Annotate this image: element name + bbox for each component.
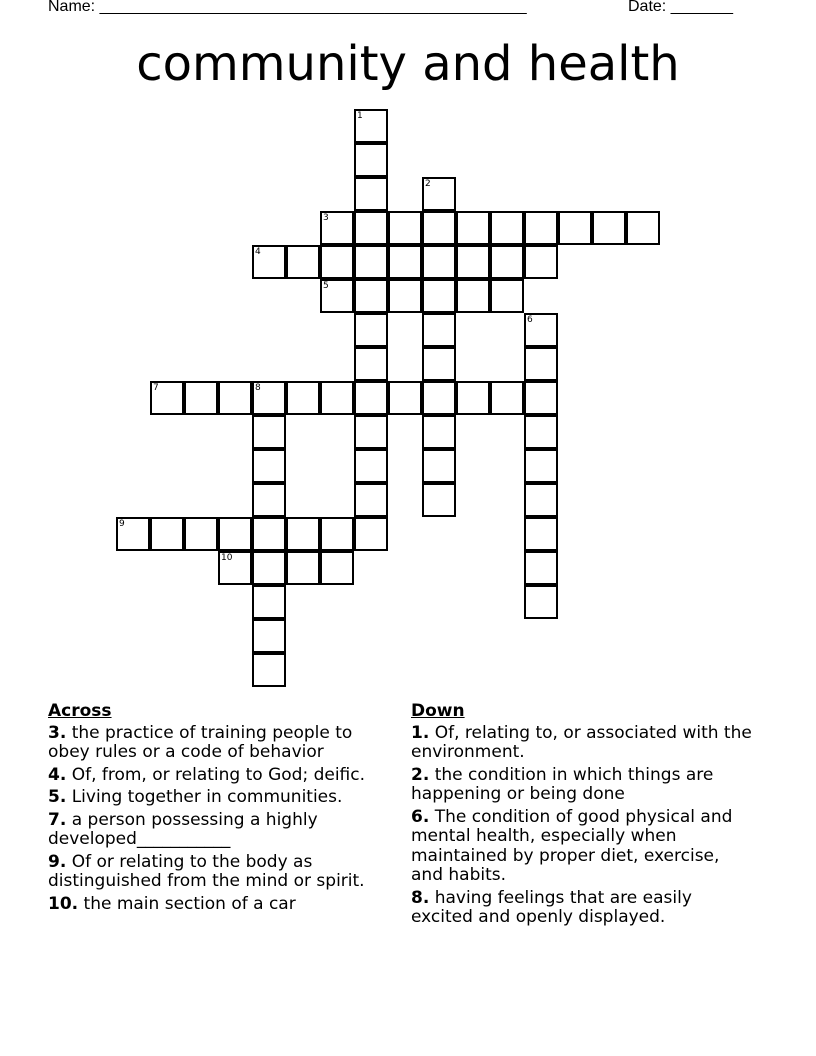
grid-cell[interactable] bbox=[218, 381, 252, 415]
grid-cell[interactable] bbox=[524, 381, 558, 415]
cell-number: 4 bbox=[255, 247, 261, 257]
clue-number: 3. bbox=[48, 722, 67, 743]
grid-cell[interactable] bbox=[456, 279, 490, 313]
grid-cell[interactable] bbox=[422, 415, 456, 449]
grid-cell[interactable] bbox=[592, 211, 626, 245]
clue-text: the condition in which things are happening or being done bbox=[411, 764, 714, 804]
grid-cell[interactable] bbox=[218, 517, 252, 551]
clue-number: 10. bbox=[48, 893, 79, 914]
grid-cell[interactable] bbox=[252, 619, 286, 653]
clue-text: Of or relating to the body as distinguished from the mind or spirit. bbox=[48, 851, 365, 891]
cell-number: 2 bbox=[425, 179, 431, 189]
grid-cell[interactable] bbox=[184, 381, 218, 415]
grid-cell[interactable] bbox=[252, 415, 286, 449]
grid-cell[interactable] bbox=[354, 483, 388, 517]
date-line: Date: _______ bbox=[628, 0, 733, 15]
grid-cell[interactable] bbox=[524, 483, 558, 517]
grid-cell[interactable] bbox=[354, 517, 388, 551]
grid-cell[interactable] bbox=[252, 551, 286, 585]
clue-number: 6. bbox=[411, 806, 430, 827]
down-clue bbox=[411, 808, 756, 886]
grid-cell[interactable] bbox=[286, 381, 320, 415]
page-title: community and health bbox=[136, 36, 680, 92]
grid-cell[interactable] bbox=[320, 517, 354, 551]
grid-cell[interactable] bbox=[354, 347, 388, 381]
grid-cell[interactable] bbox=[626, 211, 660, 245]
grid-cell[interactable] bbox=[286, 551, 320, 585]
grid-cell[interactable] bbox=[558, 211, 592, 245]
grid-cell[interactable] bbox=[524, 313, 558, 347]
clue-number: 2. bbox=[411, 764, 430, 785]
grid-cell[interactable] bbox=[524, 449, 558, 483]
grid-cell[interactable] bbox=[150, 381, 184, 415]
grid-cell[interactable] bbox=[252, 245, 286, 279]
grid-cell[interactable] bbox=[252, 517, 286, 551]
cell-number: 8 bbox=[255, 383, 261, 393]
down-clue bbox=[411, 889, 756, 928]
grid-cell[interactable] bbox=[252, 381, 286, 415]
clue-text: having feelings that are easily excited and openly displayed. bbox=[411, 887, 692, 927]
grid-cell[interactable] bbox=[320, 381, 354, 415]
grid-cell[interactable] bbox=[388, 245, 422, 279]
grid-cell[interactable] bbox=[286, 245, 320, 279]
grid-cell[interactable] bbox=[422, 449, 456, 483]
across-clue bbox=[48, 895, 393, 915]
grid-cell[interactable] bbox=[354, 177, 388, 211]
grid-cell[interactable] bbox=[422, 347, 456, 381]
grid-cell[interactable] bbox=[252, 449, 286, 483]
grid-cell[interactable] bbox=[524, 585, 558, 619]
grid-cell[interactable] bbox=[422, 483, 456, 517]
grid-cell[interactable] bbox=[490, 211, 524, 245]
grid-cell[interactable] bbox=[354, 279, 388, 313]
grid-cell[interactable] bbox=[354, 415, 388, 449]
grid-cell[interactable] bbox=[524, 245, 558, 279]
grid-cell[interactable] bbox=[354, 245, 388, 279]
grid-cell[interactable] bbox=[422, 313, 456, 347]
grid-cell[interactable] bbox=[354, 381, 388, 415]
clue-number: 4. bbox=[48, 764, 67, 785]
clue-text: a person possessing a highly developed___________ bbox=[48, 809, 318, 849]
cell-number: 6 bbox=[527, 315, 533, 325]
across-heading: Across bbox=[48, 701, 112, 721]
grid-cell[interactable] bbox=[524, 347, 558, 381]
grid-cell[interactable] bbox=[354, 449, 388, 483]
down-heading: Down bbox=[411, 701, 465, 721]
down-clue-list bbox=[411, 724, 756, 928]
clue-text: Living together in communities. bbox=[66, 787, 343, 807]
clue-text: the main section of a car bbox=[78, 893, 296, 914]
grid-cell[interactable] bbox=[252, 653, 286, 687]
grid-cell[interactable] bbox=[320, 279, 354, 313]
grid-cell[interactable] bbox=[490, 279, 524, 313]
grid-cell[interactable] bbox=[354, 143, 388, 177]
across-clue bbox=[48, 766, 393, 786]
clue-number: 7. bbox=[48, 809, 67, 830]
grid-cell[interactable] bbox=[422, 279, 456, 313]
down-clue bbox=[411, 724, 756, 763]
cell-number: 7 bbox=[153, 383, 159, 393]
across-clue bbox=[48, 788, 393, 808]
across-clue bbox=[48, 724, 393, 763]
grid-cell[interactable] bbox=[490, 381, 524, 415]
clue-number: 1. bbox=[411, 722, 430, 743]
name-line: Name: ________________________________________________ bbox=[48, 0, 527, 15]
grid-cell[interactable] bbox=[252, 585, 286, 619]
grid-cell[interactable] bbox=[524, 517, 558, 551]
grid-cell[interactable] bbox=[456, 245, 490, 279]
grid-cell[interactable] bbox=[422, 177, 456, 211]
across-clue bbox=[48, 853, 393, 892]
grid-cell[interactable] bbox=[524, 211, 558, 245]
clue-text: The condition of good physical and mental health, especially when maintained by proper diet, exercise, and habits. bbox=[411, 806, 733, 885]
grid-cell[interactable] bbox=[286, 517, 320, 551]
grid-cell[interactable] bbox=[218, 551, 252, 585]
grid-cell[interactable] bbox=[456, 211, 490, 245]
grid-cell[interactable] bbox=[422, 245, 456, 279]
across-clue-list bbox=[48, 724, 393, 915]
down-clue bbox=[411, 766, 756, 805]
grid-cell[interactable] bbox=[116, 517, 150, 551]
grid-cell[interactable] bbox=[422, 211, 456, 245]
clue-number: 5. bbox=[48, 787, 67, 807]
cell-number: 9 bbox=[119, 519, 125, 529]
across-clues bbox=[48, 702, 393, 917]
grid-cell[interactable] bbox=[422, 381, 456, 415]
grid-cell[interactable] bbox=[388, 211, 422, 245]
grid-cell[interactable] bbox=[320, 245, 354, 279]
down-clues bbox=[411, 702, 756, 931]
grid-cell[interactable] bbox=[490, 245, 524, 279]
cell-number: 3 bbox=[323, 213, 329, 223]
grid-cell[interactable] bbox=[184, 517, 218, 551]
clue-text: Of, from, or relating to God; deific. bbox=[66, 764, 366, 785]
cell-number: 5 bbox=[323, 281, 329, 291]
grid-cell[interactable] bbox=[354, 109, 388, 143]
grid-cell[interactable] bbox=[320, 551, 354, 585]
clue-text: Of, relating to, or associated with the environment. bbox=[411, 722, 752, 762]
grid-cell[interactable] bbox=[252, 483, 286, 517]
grid-cell[interactable] bbox=[524, 551, 558, 585]
grid-cell[interactable] bbox=[150, 517, 184, 551]
cell-number: 1 bbox=[357, 111, 363, 121]
grid-cell[interactable] bbox=[524, 415, 558, 449]
cell-number: 10 bbox=[221, 553, 233, 563]
grid-cell[interactable] bbox=[320, 211, 354, 245]
clue-text: the practice of training people to obey rules or a code of behavior bbox=[48, 722, 353, 762]
grid-cell[interactable] bbox=[388, 381, 422, 415]
grid-cell[interactable] bbox=[388, 279, 422, 313]
clue-number: 8. bbox=[411, 887, 430, 908]
across-clue bbox=[48, 811, 393, 850]
grid-cell[interactable] bbox=[354, 211, 388, 245]
clue-number: 9. bbox=[48, 851, 67, 872]
grid-cell[interactable] bbox=[456, 381, 490, 415]
grid-cell[interactable] bbox=[354, 313, 388, 347]
